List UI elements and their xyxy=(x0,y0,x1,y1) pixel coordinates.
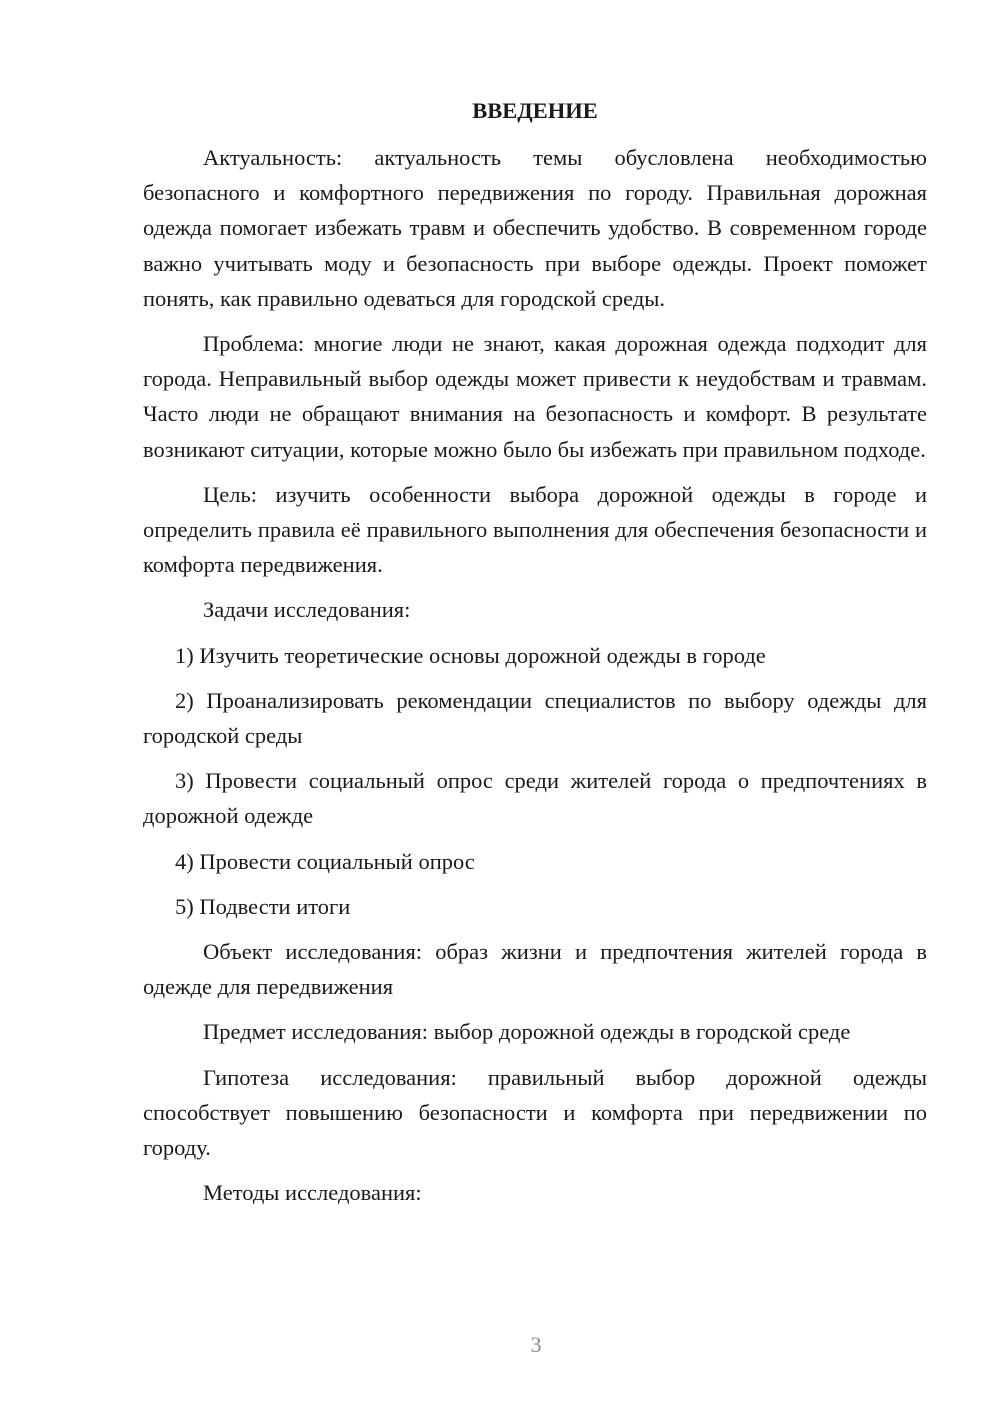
paragraph-subject: Предмет исследования: выбор дорожной одежды в городской среде xyxy=(203,1019,851,1045)
task-item-2: 2) Проанализировать рекомендации специалистов по выбору одежды для городской среды xyxy=(143,687,927,749)
paragraph-hypothesis: Гипотеза исследования: правильный выбор дорожной одежды способствует повышению безопасности и комфорта при передвижении по городу. xyxy=(143,1064,927,1161)
paragraph-object: Объект исследования: образ жизни и предпочтения жителей города в одежде для передвижения xyxy=(143,939,927,1000)
methods-heading: Методы исследования: xyxy=(203,1180,422,1206)
page-number: 3 xyxy=(530,1332,542,1357)
task-item-4: 4) Провести социальный опрос xyxy=(175,848,475,874)
task-item-3: 3) Провести социальный опрос среди жителей города о предпочтениях в дорожной одежде xyxy=(143,768,927,829)
tasks-heading: Задачи исследования: xyxy=(203,597,411,623)
paragraph-goal: Цель: изучить особенности выбора дорожной одежды в городе и определить правила её правильного выполнения для обеспечения безопасности и комфорта передвижения. xyxy=(143,481,927,578)
section-title: ВВЕДЕНИЕ xyxy=(472,98,598,123)
task-item-5: 5) Подвести итоги xyxy=(175,893,351,919)
page-content xyxy=(143,90,927,1220)
task-item-1: 1) Изучить теоретические основы дорожной одежды в городе xyxy=(175,642,766,668)
paragraph-actuality: Актуальность: актуальность темы обусловлена необходимостью безопасного и комфортного передвижения по городу. Правильная дорожная одежда помогает избежать травм и обеспечить удобство. В современном городе важно учитывать моду и безопасность при выборе одежды. Проект поможет понять, как правильно одеваться для городской среды. xyxy=(143,145,927,311)
paragraph-problem: Проблема: многие люди не знают, какая дорожная одежда подходит для города. Неправильный выбор одежды может привести к неудобствам и травмам. Часто люди не обращают внимания на безопасность и комфорт. В результате возникают ситуации, которые можно было бы избежать при правильном подходе. xyxy=(143,331,927,462)
